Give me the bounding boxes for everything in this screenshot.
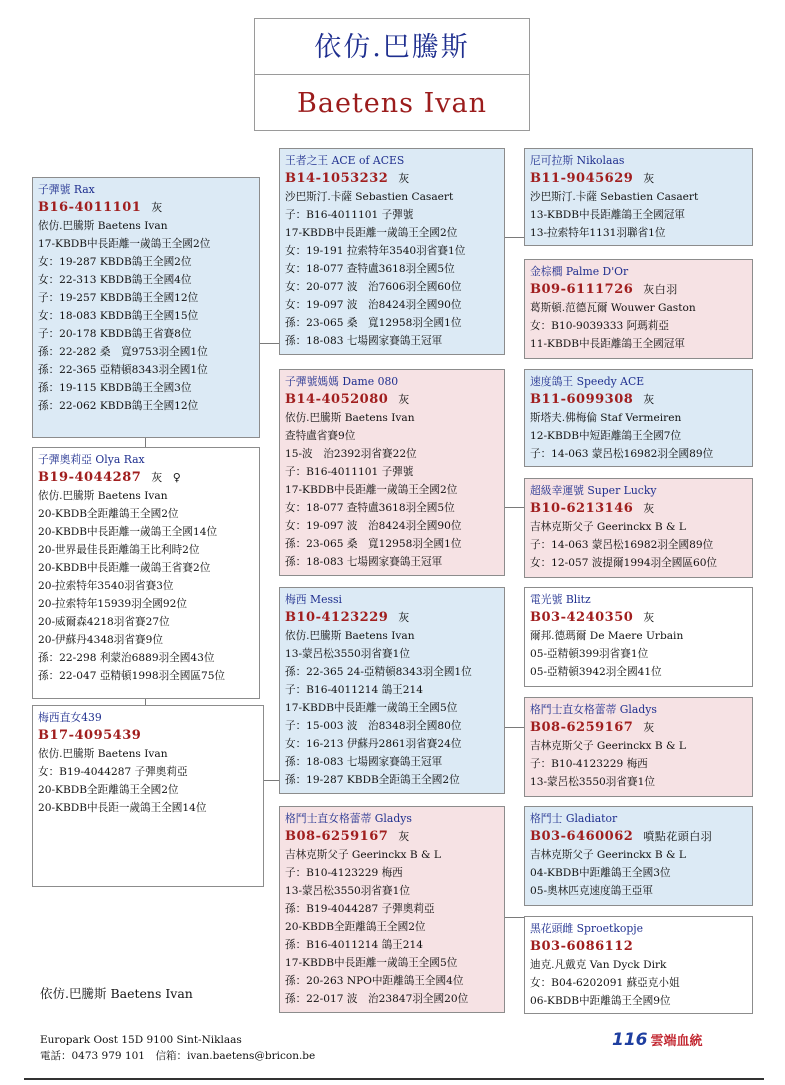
text-line: 孫：20-263 NPO中距離鴿王全國4位 <box>285 975 464 987</box>
text-line: 12-KBDB中短距離鴿王全國7位 <box>530 430 682 442</box>
text-line: 女：18-077 查特盧3618羽全國5位 <box>285 502 455 514</box>
pedigree-box-sds <box>524 369 753 467</box>
female-symbol: ♀ <box>172 471 182 484</box>
text-line: 20-世界最佳長距離鴿王比利時2位 <box>38 544 200 556</box>
connector-line <box>145 437 146 447</box>
pigeon-name: 子彈號 Rax <box>38 183 95 196</box>
text-line: 孫：B16-4011214 鴿王214 <box>285 939 423 951</box>
text-line: 吉林克斯父子 Geerinckx B & L <box>530 740 686 752</box>
connector-line <box>504 917 524 918</box>
text-line: 20-拉索特年15939羽全國92位 <box>38 598 187 610</box>
text-line: 11-KBDB中長距離鴿王全國冠軍 <box>530 338 685 350</box>
connector-line <box>504 237 524 238</box>
text-line: 孫：23-065 桑 寬12958羽全國1位 <box>285 317 462 329</box>
text-line: 子：14-063 蒙呂松16982羽全國89位 <box>530 448 714 460</box>
color: 灰 <box>643 393 655 406</box>
text-line: 女：20-077 波 治7606羽全國60位 <box>285 281 462 293</box>
color: 灰 <box>643 721 655 734</box>
text-line: 孫：22-365 24-亞精頓8343羽全國1位 <box>285 666 472 678</box>
ring-number: B10-4123229 <box>285 610 389 625</box>
text-line: 迪克.凡戴克 Van Dyck Dirk <box>530 959 667 971</box>
text-line: 13-蒙呂松3550羽省賽1位 <box>285 885 410 897</box>
pigeon-name: 格鬥士直女格蕾蒂 Gladys <box>530 703 657 716</box>
text-line: 女：19-097 波 治8424羽全國90位 <box>285 299 462 311</box>
pigeon-name: 尼可拉斯 Nikolaas <box>530 154 625 167</box>
ring-number: B03-6086112 <box>530 939 634 954</box>
ring-number: B14-4052080 <box>285 392 389 407</box>
pedigree-box-ds <box>279 587 505 794</box>
text-line: 女：19-097 波 治8424羽全國90位 <box>285 520 462 532</box>
contact-block <box>40 1032 315 1064</box>
color: 灰 <box>151 201 163 214</box>
ring-number: B17-4095439 <box>38 728 142 743</box>
color: 灰 <box>151 471 163 484</box>
text-line: 吉林克斯父子 Geerinckx B & L <box>530 849 686 861</box>
text-line: 20-KBDB中長距一歲鴿王全國14位 <box>38 802 207 814</box>
connector-line <box>504 727 524 728</box>
color: 灰 <box>398 393 410 406</box>
ring-number: B14-1053232 <box>285 171 389 186</box>
color: 灰白羽 <box>643 283 678 296</box>
pedigree-box-sdd <box>524 478 753 578</box>
pedigree-box-dsd <box>524 697 753 797</box>
text-line: 13-KBDB中長距離鴿王全國冠軍 <box>530 209 685 221</box>
text-line: 孫：22-017 波 治23847羽全國20位 <box>285 993 469 1005</box>
owner-title-english: Baetens Ivan <box>254 74 530 131</box>
text-line: 05-亞精頓399羽省賽1位 <box>530 648 649 660</box>
text-line: 子：B16-4011214 鴿王214 <box>285 684 423 696</box>
divider <box>24 1078 764 1080</box>
address: Europark Oost 15D 9100 Sint-Niklaas <box>40 1034 242 1046</box>
text-line: 20-KBDB全距離鴿王全國2位 <box>38 508 179 520</box>
text-line: 依仿.巴騰斯 Baetens Ivan <box>38 748 168 760</box>
pigeon-name: 子彈號媽媽 Dame 080 <box>285 375 399 388</box>
text-line: 17-KBDB中長距離一歲鴿王全國2位 <box>285 484 458 496</box>
text-line: 17-KBDB中長距離一歲鴿王全國2位 <box>285 227 458 239</box>
text-line: 孫：B19-4044287 子彈奧莉亞 <box>285 903 435 915</box>
text-line: 20-KBDB全距離鴿王全國2位 <box>285 921 426 933</box>
text-line: 沙巴斯汀.卡薩 Sebastien Casaert <box>285 191 454 203</box>
pedigree-box-dds <box>524 806 753 906</box>
text-line: 04-KBDB中距離鴿王全國3位 <box>530 867 671 879</box>
pedigree-box-dam <box>32 447 260 699</box>
connector-line <box>145 698 146 705</box>
text-line: 子：B10-4123229 梅西 <box>285 867 403 879</box>
text-line: 子：B10-4123229 梅西 <box>530 758 648 770</box>
text-line: 女：19-287 KBDB鴿王全國2位 <box>38 256 192 268</box>
text-line: 女：18-083 KBDB鴿王全國15位 <box>38 310 199 322</box>
text-line: 子：19-257 KBDB鴿王全國12位 <box>38 292 199 304</box>
text-line: 女：B04-6202091 蘇亞克小姐 <box>530 977 680 989</box>
pigeon-name: 梅西直女439 <box>38 711 102 724</box>
color: 噴點花頭白羽 <box>643 830 713 843</box>
text-line: 依仿.巴騰斯 Baetens Ivan <box>38 220 168 232</box>
pedigree-box-sire <box>32 177 260 438</box>
pigeon-name: 超級幸運號 Super Lucky <box>530 484 657 497</box>
ring-number: B03-6460062 <box>530 829 634 844</box>
text-line: 女：16-213 伊蘇丹2861羽省賽24位 <box>285 738 462 750</box>
pigeon-name: 電光號 Blitz <box>530 593 591 606</box>
text-line: 孫：23-065 桑 寬12958羽全國1位 <box>285 538 462 550</box>
text-line: 依仿.巴騰斯 Baetens Ivan <box>285 412 415 424</box>
pigeon-name: 黑花頭雌 Sproetkopje <box>530 922 644 935</box>
ring-number: B10-6213146 <box>530 501 634 516</box>
color: 灰 <box>643 502 655 515</box>
text-line: 女：22-313 KBDB鴿王全國4位 <box>38 274 192 286</box>
color: 灰 <box>398 830 410 843</box>
text-line: 17-KBDB中長距離一歲鴿王全國5位 <box>285 702 458 714</box>
pigeon-name: 格鬥士直女格蕾蒂 Gladys <box>285 812 412 825</box>
pigeon-name: 子彈奧莉亞 Olya Rax <box>38 453 145 466</box>
text-line: 20-KBDB中長距離一歲鴿王全國14位 <box>38 526 218 538</box>
text-line: 17-KBDB中長距離一歲鴿王全國2位 <box>38 238 211 250</box>
breeder-name: 依仿.巴騰斯 Baetens Ivan <box>40 986 193 1001</box>
connector-line <box>263 780 279 781</box>
text-line: 孫：22-298 利蒙治6889羽全國43位 <box>38 652 215 664</box>
text-line: 子：20-178 KBDB鴿王省賽8位 <box>38 328 192 340</box>
ring-number: B03-4240350 <box>530 610 634 625</box>
ring-number: B09-6111726 <box>530 282 634 297</box>
ring-number: B11-9045629 <box>530 171 634 186</box>
text-line: 查特盧省賽9位 <box>285 430 356 442</box>
text-line: 依仿.巴騰斯 Baetens Ivan <box>285 630 415 642</box>
text-line: 葛斯頓.范德瓦爾 Wouwer Gaston <box>530 302 696 314</box>
color: 灰 <box>398 611 410 624</box>
text-line: 孫：19-115 KBDB鴿王全國3位 <box>38 382 192 394</box>
ring-number: B11-6099308 <box>530 392 634 407</box>
text-line: 15-波 治2392羽省賽22位 <box>285 448 417 460</box>
ring-number: B08-6259167 <box>530 720 634 735</box>
pedigree-box-dss <box>524 587 753 687</box>
pedigree-box-ddd <box>524 916 753 1014</box>
text-line: 05-奧林匹克速度鴿王亞軍 <box>530 885 653 897</box>
text-line: 孫：22-047 亞精頓1998羽全國區75位 <box>38 670 226 682</box>
phone-email: 電話：0473 979 101 信箱：ivan.baetens@bricon.be <box>40 1050 316 1062</box>
text-line: 孫：18-083 七場國家賽鴿王冠軍 <box>285 335 443 347</box>
text-line: 孫：22-282 桑 寬9753羽全國1位 <box>38 346 208 358</box>
ring-number: B08-6259167 <box>285 829 389 844</box>
color: 灰 <box>398 172 410 185</box>
text-line: 孫：18-083 七場國家賽鴿王冠軍 <box>285 756 443 768</box>
site-logo[interactable] <box>612 1030 703 1050</box>
text-line: 子：15-003 波 治8348羽全國80位 <box>285 720 462 732</box>
logo-number: 116 <box>612 1030 648 1050</box>
text-line: 13-蒙呂松3550羽省賽1位 <box>285 648 410 660</box>
color: 灰 <box>643 172 655 185</box>
text-line: 20-威爾森4218羽省賽27位 <box>38 616 170 628</box>
pedigree-box-ssd <box>524 259 753 359</box>
text-line: 20-KBDB全距離鴿王全國2位 <box>38 784 179 796</box>
color: 灰 <box>643 611 655 624</box>
connector-line <box>259 343 279 344</box>
text-line: 吉林克斯父子 Geerinckx B & L <box>530 521 686 533</box>
pedigree-box-sd <box>279 369 505 576</box>
text-line: 13-蒙呂松3550羽省賽1位 <box>530 776 655 788</box>
ring-number: B16-4011101 <box>38 200 142 215</box>
text-line: 13-拉索特年1131羽聯省1位 <box>530 227 666 239</box>
text-line: 06-KBDB中距離鴿王全國9位 <box>530 995 671 1007</box>
text-line: 子：B16-4011101 子彈號 <box>285 209 414 221</box>
text-line: 孫：19-287 KBDB全距鴿王全國2位 <box>285 774 460 786</box>
text-line: 女：B19-4044287 子彈奧莉亞 <box>38 766 188 778</box>
ring-number: B19-4044287 <box>38 470 142 485</box>
pigeon-name: 梅西 Messi <box>285 593 343 606</box>
owner-title-chinese: 依仿.巴騰斯 <box>254 18 530 75</box>
pedigree-box-mx <box>32 705 264 887</box>
text-line: 20-KBDB中長距離一歲鴿王省賽2位 <box>38 562 211 574</box>
connector-line <box>504 507 524 508</box>
text-line: 吉林克斯父子 Geerinckx B & L <box>285 849 441 861</box>
text-line: 孫：22-062 KBDB鴿王全國12位 <box>38 400 199 412</box>
pedigree-box-ss <box>279 148 505 355</box>
text-line: 子：B16-4011101 子彈號 <box>285 466 414 478</box>
text-line: 20-拉索特年3540羽省賽3位 <box>38 580 174 592</box>
pedigree-box-dd <box>279 806 505 1013</box>
pigeon-name: 金棕櫚 Palme D'Or <box>530 265 629 278</box>
text-line: 05-亞精頓3942羽全國41位 <box>530 666 662 678</box>
text-line: 17-KBDB中長距離一歲鴿王全國5位 <box>285 957 458 969</box>
text-line: 依仿.巴騰斯 Baetens Ivan <box>38 490 168 502</box>
text-line: 女：B10-9039333 阿瑪莉亞 <box>530 320 669 332</box>
text-line: 女：18-077 查特盧3618羽全國5位 <box>285 263 455 275</box>
text-line: 孫：22-365 亞精頓8343羽全國1位 <box>38 364 208 376</box>
text-line: 爾邦.德瑪爾 De Maere Urbain <box>530 630 684 642</box>
text-line: 孫：18-083 七場國家賽鴿王冠軍 <box>285 556 443 568</box>
text-line: 斯塔夫.佛梅倫 Staf Vermeiren <box>530 412 682 424</box>
text-line: 20-伊蘇丹4348羽省賽9位 <box>38 634 163 646</box>
pigeon-name: 王者之王 ACE of ACES <box>285 154 405 167</box>
pedigree-box-sss <box>524 148 753 246</box>
pigeon-name: 速度鴿王 Speedy ACE <box>530 375 645 388</box>
text-line: 子：14-063 蒙呂松16982羽全國89位 <box>530 539 714 551</box>
text-line: 女：19-191 拉索特年3540羽省賽1位 <box>285 245 466 257</box>
pigeon-name: 格鬥士 Gladiator <box>530 812 618 825</box>
text-line: 沙巴斯汀.卡薩 Sebastien Casaert <box>530 191 699 203</box>
text-line: 女：12-057 波提爾1994羽全國區60位 <box>530 557 718 569</box>
logo-text: 雲端血統 <box>650 1034 703 1049</box>
